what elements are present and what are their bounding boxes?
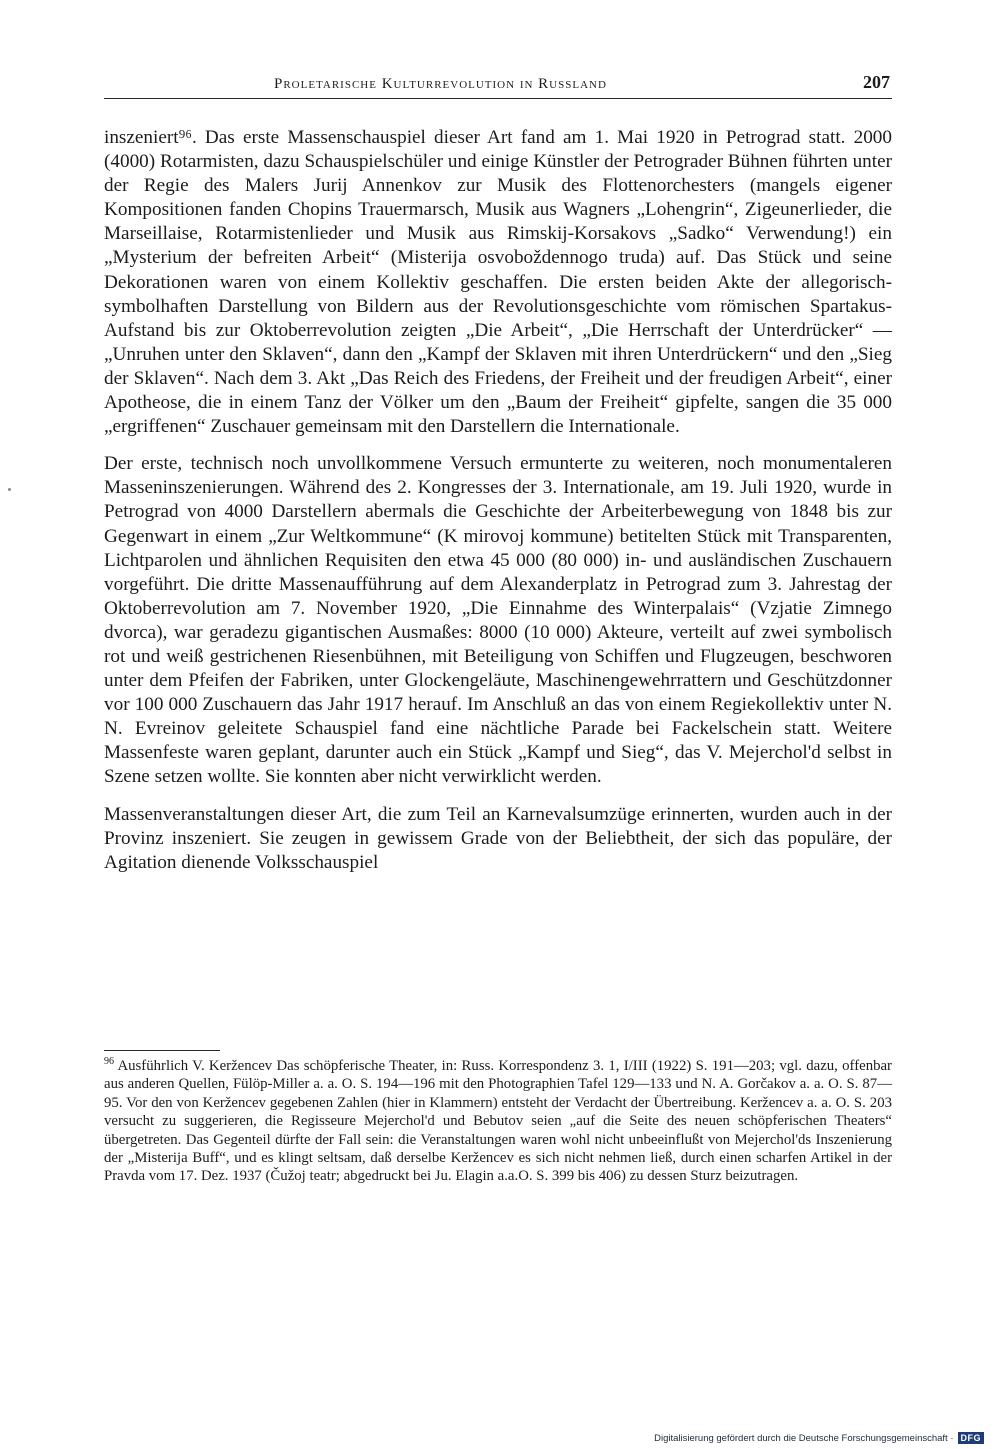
paragraph-2: Der erste, technisch noch unvollkommene Versuch ermunterte zu weiteren, noch monumentaleren Masseninszenierungen. Während des 2. Kongresses der 3. Internationale, am 19. Juli 1920, wurde in Petrograd von 4000 Darstellern abermals die Geschichte der Arbeiterbewegung von 1848 bis zur Gegenwart in einem „Zur Weltkommune“ (K mirovoj kommune) betitelten Stück mit Transparenten, Lichtparolen und ähnlichen Requisiten den etwa 45 000 (80 000) in- und ausländischen Zuschauern vorgeführt. Die dritte Massenaufführung auf dem Alexanderplatz in Petrograd zum 3. Jahrestag der Oktoberrevolution am 7. November 1920, „Die Einnahme des Winterpalais“ (Vzjatie Zimnego dvorca), war geradezu gigantischen Ausmaßes: 8000 (10 000) Akteure, verteilt auf zwei symbolisch rot und weiß gestrichenen Riesenbühnen, mit Beteiligung von Schiffen und Flugzeugen, beschworen unter dem Pfeifen der Fabriken, unter Glockengeläute, Maschinengewehrrattern und Geschützdonner vor 100 000 Zuschauern das Jahr 1917 herauf. Im Anschluß an das von einem Regiekollektiv unter N. N. Evreinov geleitete Schauspiel fand eine nächtliche Parade bei Fackelschein statt. Weitere Massenfeste waren geplant, darunter auch ein Stück „Kampf und Sieg“, das V. Mejerchol'd selbst in Szene setzen wollte. Sie konnten aber nicht verwirklicht werden.	[104, 453, 892, 788]
running-title: Proletarische Kulturrevolution in Russland	[274, 76, 607, 92]
paragraph-3: Massenveranstaltungen dieser Art, die zum Teil an Karnevalsumzüge erinnerten, wurden auch in der Provinz inszeniert. Sie zeugen in gewissem Grade von der Beliebtheit, der sich das populäre, der Agitation dienende Volksschauspiel	[104, 803, 892, 873]
footnote-paragraph	[104, 1057, 892, 1186]
credit-text: Digitalisierung gefördert durch die Deutsche Forschungsgemeinschaft ·	[654, 1432, 954, 1444]
footnote-marker: 96	[104, 1056, 114, 1068]
margin-mark	[8, 488, 11, 491]
page-number: 207	[863, 72, 890, 92]
dfg-logo-icon: DFG	[958, 1432, 985, 1444]
paragraph-1: inszeniert⁹⁶. Das erste Massenschauspiel dieser Art fand am 1. Mai 1920 in Petrograd statt. 2000 (4000) Rotarmisten, dazu Schauspielschüler und einige Künstler der Petrograder Bühnen führten unter der Regie des Malers Jurij Annenkov zur Musik des Flottenorchesters (mangels eigener Kompositionen fanden Chopins Trauermarsch, Musik aus Wagners „Lohengrin“, Zigeunerlieder, die Marseillaise, Rotarmistenlieder und Musik aus Rimskij-Korsakovs „Sadko“ Verwendung!) ein „Mysterium der befreiten Arbeit“ (Misterija osvoboždennogo truda) auf. Das Stück und seine Dekorationen waren von einem Kollektiv geschaffen. Die ersten beiden Akte der allegorisch-symbolhaften Darstellung von Bildern aus der Revolutionsgeschichte vom römischen Spartakus-Aufstand bis zur Oktoberrevolution zeigten „Die Arbeit“, „Die Herrschaft der Unterdrücker“ — „Unruhen unter den Sklaven“, dann den „Kampf der Sklaven mit ihren Unterdrückern“ und den „Sieg der Sklaven“. Nach dem 3. Akt „Das Reich des Friedens, der Freiheit und der freudigen Arbeit“, einer Apotheose, die in einem Tanz der Völker um den „Baum der Freiheit“ gipfelte, sangen die 35 000 „ergriffenen“ Zuschauer gemeinsam mit den Darstellern die Internationale.	[104, 127, 892, 438]
footnote-text: Ausführlich V. Keržencev Das schöpferische Theater, in: Russ. Korrespondenz 3. 1, I/III (1922) S. 191—203; vgl. dazu, offenbar aus anderen Quellen, Fülöp-Miller a. a. O. S. 194—196 mit den Photographien Tafel 129—133 und N. A. Gorčakov a. a. O. S. 87—95. Vor den von Keržencev gegebenen Zahlen (hier in Klammern) entsteht der Verdacht der Übertreibung. Keržencev a. a. O. S. 203 versucht zu suggerieren, die Regisseure Mejerchol'd und Bebutov seien „auf die Seite des neuen schöpferischen Theaters“ übergetreten. Das Gegenteil dürfte der Fall sein: die Veranstaltungen waren wohl nicht unbeeinflußt von Mejerchol'ds Inszenierung der „Misterija Buff“, und es klingt seltsam, daß derselbe Keržencev es sich nicht nehmen ließ, durch einen scharfen Artikel in der Pravda vom 17. Dez. 1937 (Čužoj teatr; abgedruckt bei Ju. Elagin a.a.O. S. 399 bis 406) zu dessen Sturz beizutragen.	[104, 1058, 892, 1185]
footnote-96	[104, 1057, 892, 1186]
footnote-separator	[104, 1050, 220, 1051]
digitization-credit	[654, 1431, 984, 1445]
running-header	[104, 68, 892, 99]
main-text	[104, 126, 892, 888]
